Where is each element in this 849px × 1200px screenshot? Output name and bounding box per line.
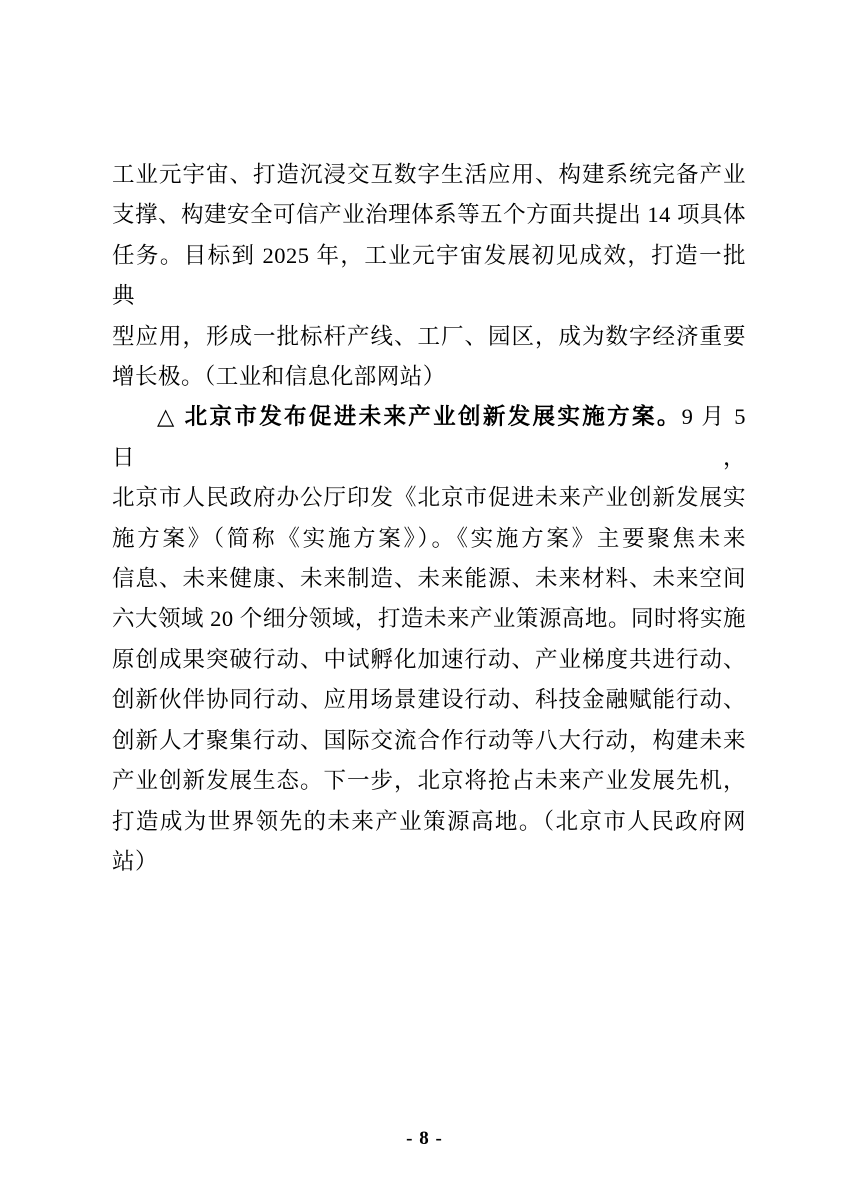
page-footer bbox=[0, 1128, 849, 1150]
paragraph-continuation bbox=[112, 155, 746, 397]
text-line: 创新人才聚集行动、国际交流合作行动等八大行动，构建未来 bbox=[112, 727, 746, 753]
text-line: 原创成果突破行动、中试孵化加速行动、产业梯度共进行动、 bbox=[112, 646, 746, 672]
text-line: 施方案》（简称《实施方案》）。《实施方案》主要聚焦未来 bbox=[112, 525, 746, 551]
text-line: 信息、未来健康、未来制造、未来能源、未来材料、未来空间 bbox=[112, 566, 746, 592]
page-number: - 8 - bbox=[406, 1128, 443, 1149]
text-line: 产业创新发展生态。下一步，北京将抢占未来产业发展先机， bbox=[112, 768, 746, 794]
paragraph-news-item bbox=[112, 397, 746, 882]
text-line: 站） bbox=[112, 848, 159, 874]
text-line: 创新伙伴协同行动、应用场景建设行动、科技金融赋能行动、 bbox=[112, 687, 746, 713]
text-line: 任务。目标到 2025 年，工业元宇宙发展初见成效，打造一批典 bbox=[112, 242, 746, 309]
text-line bbox=[112, 397, 746, 478]
text-line: 打造成为世界领先的未来产业策源高地。（北京市人民政府网 bbox=[112, 808, 746, 834]
news-item-title: △ 北京市发布促进未来产业创新发展实施方案。 bbox=[157, 404, 682, 430]
text-line: 增长极。（工业和信息化部网站） bbox=[112, 364, 446, 390]
text-line: 工业元宇宙、打造沉浸交互数字生活应用、构建系统完备产业 bbox=[112, 162, 746, 187]
text-line: 型应用，形成一批标杆产线、工厂、园区，成为数字经济重要 bbox=[112, 323, 746, 349]
text-line: 北京市人民政府办公厅印发《北京市促进未来产业创新发展实 bbox=[112, 485, 746, 511]
text-line: 支撑、构建安全可信产业治理体系等五个方面共提出 14 项具体 bbox=[112, 202, 746, 228]
text-line: 六大领域 20 个细分领域，打造未来产业策源高地。同时将实施 bbox=[112, 606, 746, 632]
document-body bbox=[112, 155, 746, 882]
news-item-lead-text: 9 月 5 日， bbox=[112, 404, 746, 470]
